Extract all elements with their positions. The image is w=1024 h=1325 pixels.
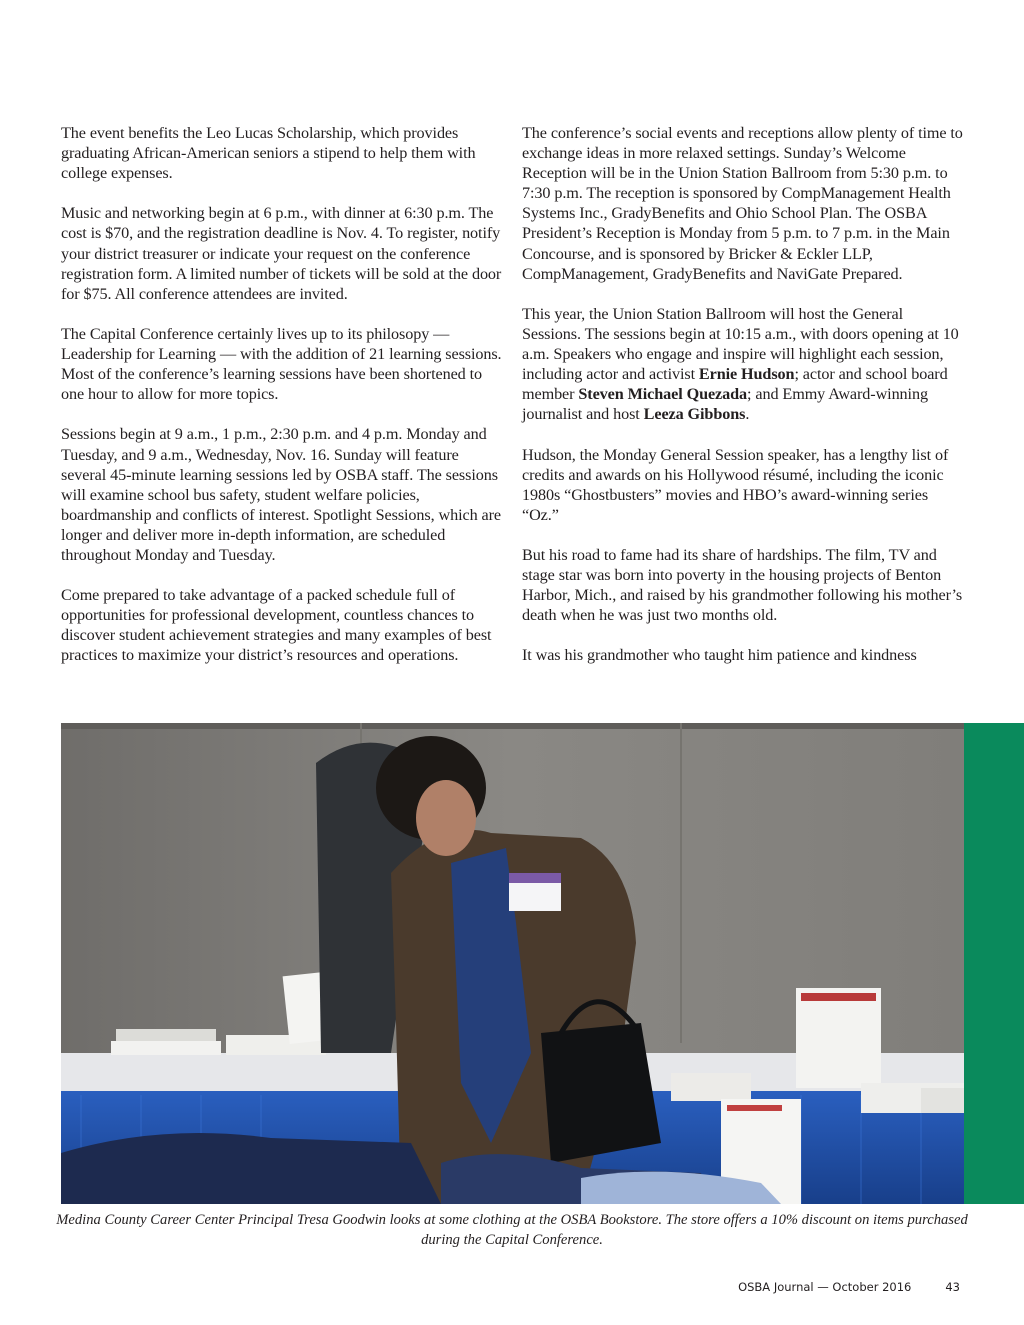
- paragraph-dinner-registration: Music and networking begin at 6 p.m., with dinner at 6:30 p.m. The cost is $70, and the registration deadline is Nov. 4. To register, notify your district treasurer or indicate your request on the conference registration form. A limited number of tickets will be sold at the door for $75. All conference attendees are invited.: [61, 204, 502, 303]
- speaker-name-gibbons: Leeza Gibbons: [643, 405, 746, 424]
- paragraph-come-prepared: Come prepared to take advantage of a packed schedule full of opportunities for professional development, countless chances to discover student achievement strategies and many examples of best practices to maximize your district’s resources and operations.: [61, 586, 492, 665]
- bookstore-photo-illustration: [61, 723, 964, 1204]
- text-segment: ; actor and school board member: [522, 365, 948, 404]
- paragraph-hardships: But his road to fame had its share of hardships. The film, TV and stage star was born into poverty in the housing projects of Benton Harbor, Mich., and raised by his grandmother following his mother’s death when he was just two months old.: [522, 545, 963, 625]
- bookstore-photo: [61, 723, 964, 1204]
- paragraph-session-schedule: Sessions begin at 9 a.m., 1 p.m., 2:30 p.m. and 4 p.m. Monday and Tuesday, and 9 a.m., Wednesday, Nov. 16. Sunday will feature several 45-minute learning sessions led by OSBA staff. The sessions will examine school bus safety, student welfare policies, boardmanship and conflicts of interest. Spotlight Sessions, which are longer and deliver more in-depth information, are scheduled throughout Monday and Tuesday.: [61, 425, 501, 564]
- speaker-name-hudson: Ernie Hudson: [698, 365, 795, 384]
- paragraph-hudson-credits: Hudson, the Monday General Session speaker, has a lengthy list of credits and awards on his Hollywood résumé, including the iconic 1980s “Ghostbusters” movies and HBO’s award-winning series “Oz.”: [522, 445, 949, 524]
- accent-green-bar: [964, 723, 1024, 1204]
- photo-caption: Medina County Career Center Principal Tresa Goodwin looks at some clothing at the OSBA Bookstore. The store offers a 10% discount on items purchased during the Capital Conference.: [56, 1212, 968, 1248]
- paragraph-grandmother: It was his grandmother who taught him patience and kindness: [522, 646, 917, 665]
- paragraph-social-events: The conference’s social events and receptions allow plenty of time to exchange ideas in more relaxed settings. Sunday’s Welcome Reception will be in the Union Station Ballroom from 5:30 p.m. to 7:30 p.m. The reception is sponsored by CompManagement Health Systems Inc., GradyBenefits and Ohio School Plan. The OSBA President’s Reception is Monday from 5 p.m. to 7 p.m. in the Main Concourse, and is sponsored by Bricker & Eckler LLP, CompManagement, GradyBenefits and NaviGate Prepared.: [522, 124, 963, 283]
- page-number: 43: [945, 1280, 960, 1294]
- text-segment: .: [745, 405, 750, 424]
- text-segment: ; and Emmy Award-winning journalist and host: [522, 385, 928, 424]
- speaker-name-quezada: Steven Michael Quezada: [578, 385, 748, 404]
- paragraph-scholarship: The event benefits the Leo Lucas Scholarship, which provides graduating African-American seniors a stipend to help them with college expenses.: [61, 124, 476, 183]
- paragraph-general-sessions: [522, 304, 964, 425]
- page-footer: [738, 1280, 960, 1294]
- left-article-column: [61, 123, 503, 666]
- right-article-column: [522, 123, 964, 666]
- paragraph-learning-sessions: The Capital Conference certainly lives up to its philosopy — Leadership for Learning — with the addition of 21 learning sessions. Most of the conference’s learning sessions have been shortened to one hour to allow for more topics.: [61, 324, 502, 404]
- journal-title: OSBA Journal — October 2016: [738, 1280, 912, 1294]
- text-segment: This year, the Union Station Ballroom will host the General Sessions. The sessions begin at 10:15 a.m., with doors opening at 10 a.m. Speakers who engage and inspire will highlight each session, including actor and activist: [522, 304, 959, 384]
